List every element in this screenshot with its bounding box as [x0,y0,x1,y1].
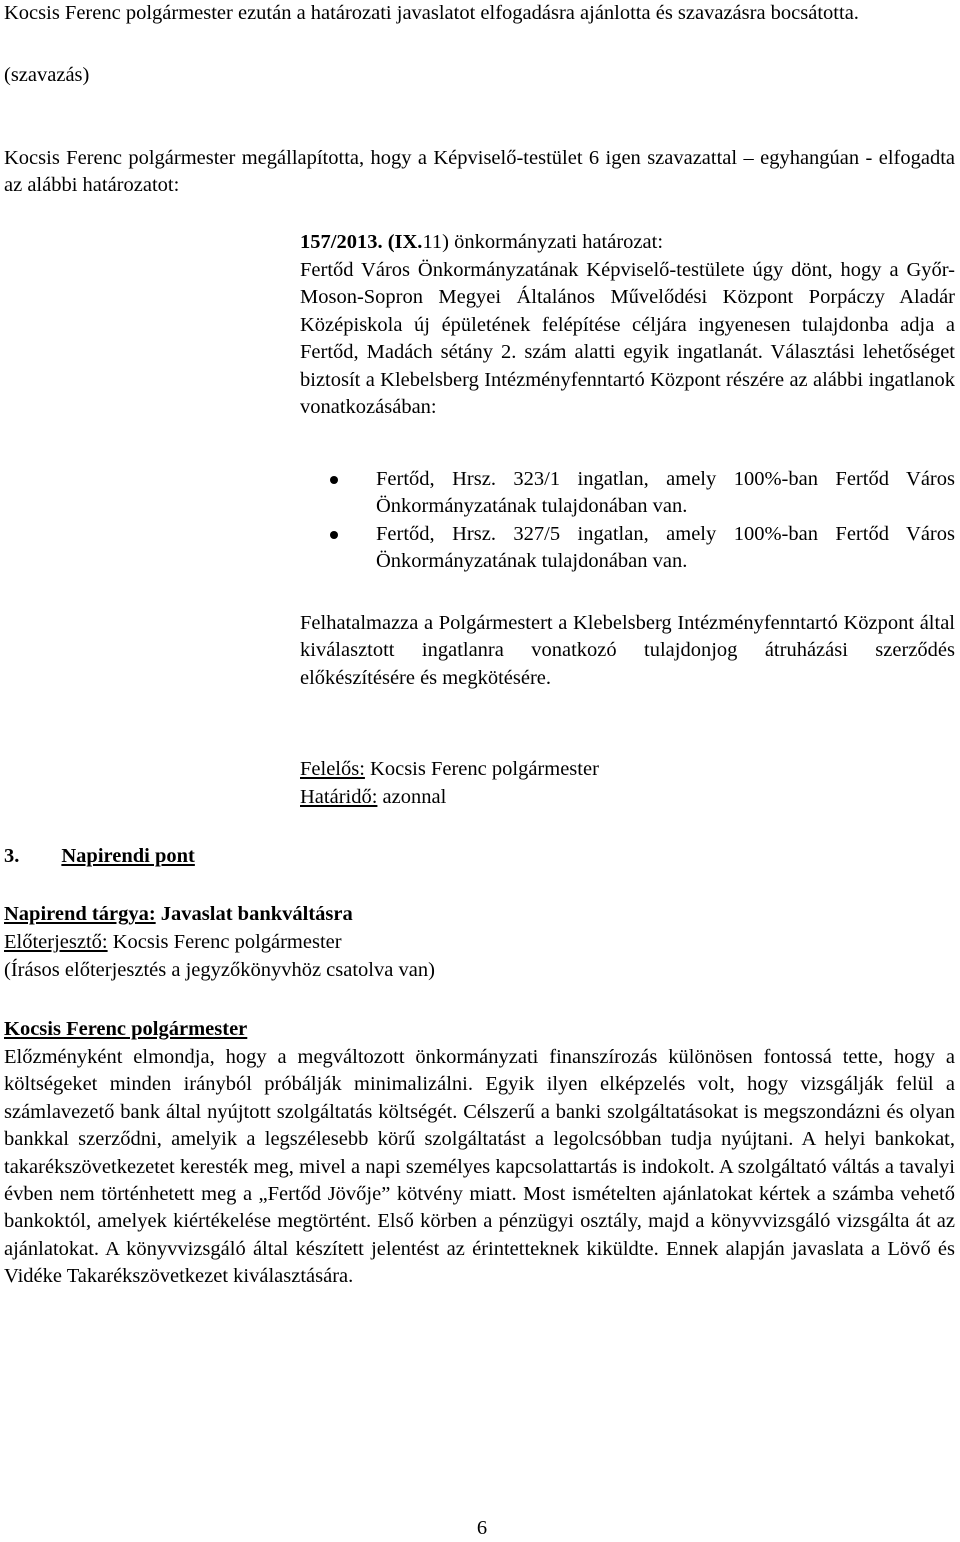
presenter-value: Kocsis Ferenc polgármester [107,931,342,953]
subject-label: Napirend tárgya: [4,903,156,925]
bullet-icon [330,531,338,539]
responsible-value: Kocsis Ferenc polgármester [364,758,599,780]
deadline-label: Határidő: [300,786,378,808]
list-item: Fertőd, Hrsz. 323/1 ingatlan, amely 100%-ban Fertőd Város Önkormányzatának tulajdonában van. [300,466,955,521]
page-number: 6 [476,1517,488,1539]
resolution-body: Fertőd Város Önkormányzatának Képviselő-testülete úgy dönt, hogy a Győr-Moson-Sopron Megyei Általános Művelődési Központ Porpáczy Aladár Középiskola új épületének felépítése céljára ingyenesen tulajdonba adja a Fertőd, Madách sétány 2. szám alatti egyik ingatlanát. Választási lehetőséget biztosít a Klebelsberg Intézményfenntartó Központ részére az alábbi ingatlanok vonatkozásában: [300,259,955,419]
agenda-number: 3. [4,845,20,867]
responsible-label: Felelős: [300,758,365,780]
agenda-note: (Írásos előterjesztés a jegyzőkönyvhöz csatolva van) [4,959,435,981]
resolution-type: 11) önkormányzati határozat: [422,231,664,253]
resolution-heading [300,229,955,256]
resolution-number: 157/2013. (IX. [300,231,423,253]
deadline-line [300,784,955,811]
agenda-presenter [4,929,955,956]
speech-text: Előzményként elmondja, hogy a megváltozott önkormányzati finanszírozás különösen fontossá tette, hogy a költségeket minden irányból próbálják minimalizálni. Egyik ilyen elképzelés volt, hogy vizsgálják felül a számlavezető bank által nyújtott szolgáltatás költségét. Célszerű a banki szolgáltatásokat is megszondázni és olyan bankkal szerződni, amelyik a legszélesebb körű szolgáltatást a legolcsóbban tudja nyújtani. A helyi bankokat, takarékszövetkezetet keresték meg, mivel a napi személyes kapcsolattartás is indokolt. A szolgáltató váltás a tavalyi évben nem történhetett meg a „Fertőd Jövője” kötvény miatt. Most ismételten ajánlatokat kértek a számba vehető bankoktól, amelyek kiértékelése megtörtént. Első körben a pénzügyi osztály, majd a könyvvizsgáló vizsgálta át az ajánlatokat. A könyvvizsgáló által készített jelentést az érintetteknek kiküldte. Ennek alapján javaslata a Lövő és Vidéke Takarékszövetkezet kiválasztására. [4,1046,955,1288]
intro-paragraph: Kocsis Ferenc polgármester ezután a határozati javaslatot elfogadásra ajánlotta és szavazásra bocsátotta. [4,2,859,24]
vote-note: (szavazás) [4,64,90,86]
agenda-subject [4,901,955,928]
agenda-heading [4,843,955,870]
subject-value: Javaslat bankváltásra [155,903,353,925]
responsible-line [300,756,955,783]
property-list [300,466,955,576]
vote-result-paragraph: Kocsis Ferenc polgármester megállapította, hogy a Képviselő-testület 6 igen szavazattal – egyhangúan - elfogadta az alábbi határozatot: [4,147,955,197]
presenter-label: Előterjesztő: [4,931,108,953]
deadline-value: azonnal [377,786,447,808]
agenda-title: Napirendi pont [61,845,195,867]
speaker-name: Kocsis Ferenc polgármester [4,1018,248,1040]
authorization-paragraph: Felhatalmazza a Polgármestert a Klebelsberg Intézményfenntartó Központ által kiválasztott ingatlanra vonatkozó tulajdonjog átruházási szerződés előkészítésére és megkötésére. [300,612,955,689]
bullet-icon [330,476,338,484]
list-item: Fertőd, Hrsz. 327/5 ingatlan, amely 100%-ban Fertőd Város Önkormányzatának tulajdonában van. [300,521,955,576]
